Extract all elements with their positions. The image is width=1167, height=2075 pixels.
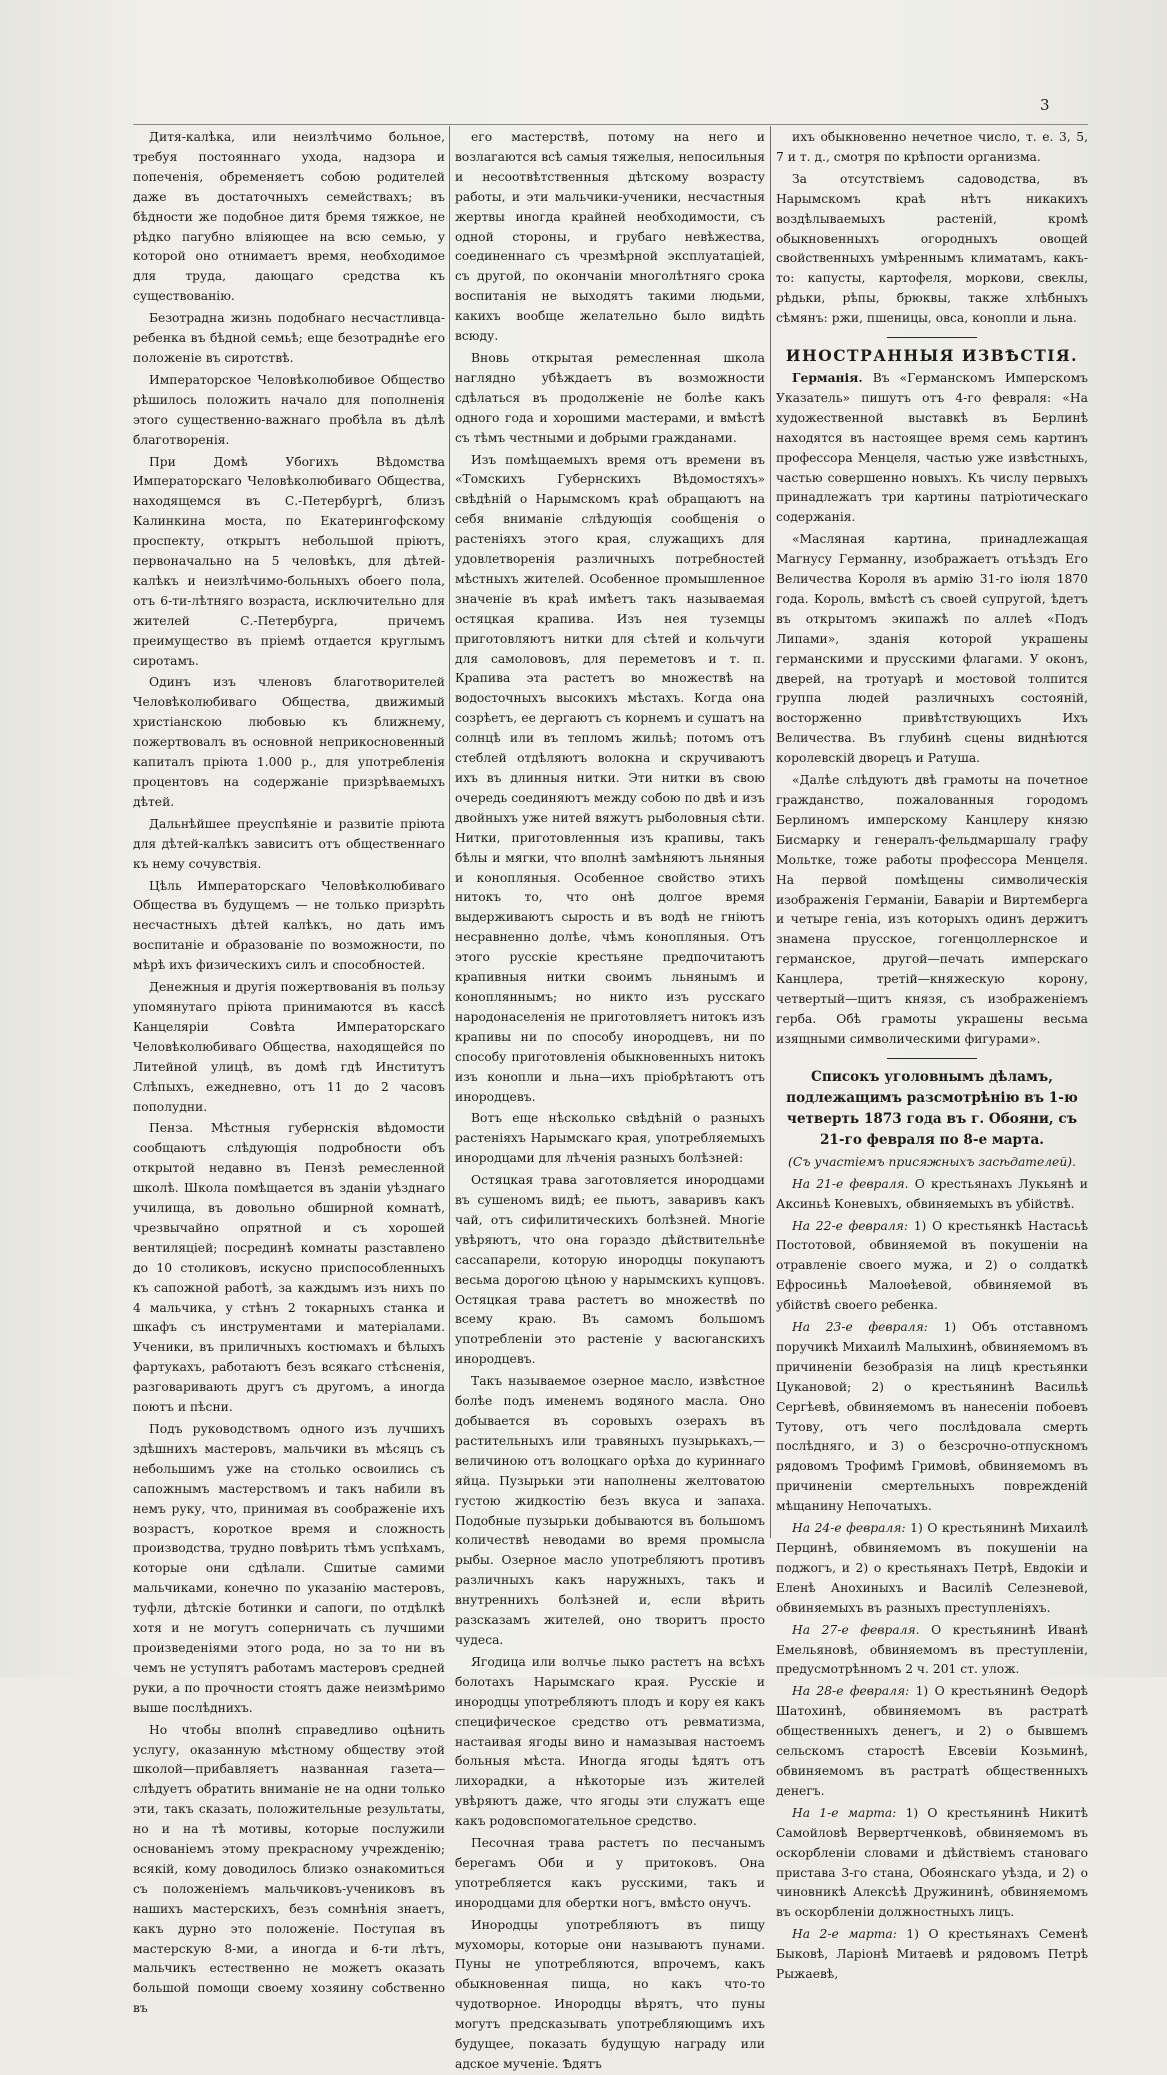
entry-text: О крестьянинѣ Иванѣ Емельяновѣ, обвиняемомъ въ преступленіи, предусмотрѣнномъ 2 ч. 201 ст. улож. bbox=[776, 1622, 1088, 1677]
paragraph: Остяцкая трава заготовляется инородцами въ сушеномъ видѣ; ее пьютъ, заваривъ какъ чай, отъ сифилитическихъ болѣзней. Многіе увѣряютъ, что она гораздо дѣйствительнѣе сассапарели, которую инородцы покупаютъ весьма дорогою цѣною у нарымскихъ купцовъ. Остяцкая трава растетъ во множествѣ по всему краю. Въ самомъ большомъ употребленіи это растеніе у васюганскихъ инородцевъ. bbox=[455, 1173, 765, 1367]
column-1 bbox=[133, 128, 445, 2016]
paragraph: Такъ называемое озерное масло, извѣстное болѣе подъ именемъ водяного масла. Оно добывается въ соровыхъ озерахъ въ растительныхъ или травяныхъ пузырькахъ,—величиною отъ волоцкаго орѣха до куриннаго яйца. Пузырьки эти наполнены желтоватою густою жидкостію безъ вкуса и запаха. Подобные пузырьки добываются въ большомъ количествѣ неводами во время промысла рыбы. Озерное масло употребляютъ противъ различныхъ какъ наружныхъ, такъ и внутреннихъ болѣзней и, если вѣрить разсказамъ жителей, оно творитъ просто чудеса. bbox=[455, 1374, 765, 1647]
paragraph: Безотрадна жизнь подобнаго несчастливца-ребенка въ бѣдной семьѣ; еще безотраднѣе его положеніе въ сиротствѣ. bbox=[133, 311, 445, 365]
paragraph: его мастерствѣ, потому на него и возлагаются всѣ самыя тяжелыя, непосильныя и несоотвѣтственныя дѣтскому возрасту работы, и эти мальчики-ученики, несчастныя жертвы иногда крайней необходимости, съ одной стороны, и грубаго невѣжества, соединеннаго съ чрезмѣрной эксплуатаціей, съ другой, по окончаніи многолѣтняго срока воспитанія не выходятъ такими людьми, какихъ вообще желательно было видѣть всюду. bbox=[455, 130, 765, 344]
section-divider bbox=[887, 337, 977, 338]
list-item bbox=[776, 1682, 1088, 1801]
entry-text: 1) О крестьянкѣ Настасьѣ Постотовой, обвиняемой въ покушеніи на отравленіе своего мужа, и 2) о солдаткѣ Ефросиньѣ Малоѳѣевой, обвиняемой въ убійствѣ своего ребенка. bbox=[776, 1218, 1088, 1313]
column-divider bbox=[770, 126, 771, 1538]
paragraph: Изъ помѣщаемыхъ время отъ времени въ «Томскихъ Губернскихъ Вѣдомостяхъ» свѣдѣній о Нарымскомъ краѣ обращаютъ на себя вниманіе слѣдующія сообщенія о растеніяхъ этого края, служащихъ для удовлетворенія различныхъ потребностей мѣстныхъ жителей. Особенное промышленное значеніе въ краѣ имѣетъ такъ называемая остяцкая крапива. Изъ нея туземцы приготовляютъ нитки для сѣтей и кольчуги для самолововъ, для переметовъ и т. п. Крапива эта растетъ во множествѣ на водосточныхъ высокихъ мѣстахъ. Когда она созрѣетъ, ее дергаютъ съ корнемъ и сушатъ на солнцѣ или въ тепломъ жильѣ; потомъ отъ стеблей отдѣляютъ волокна и скручиваютъ ихъ въ длинныя нитки. Эти нитки въ свою очередь соединяютъ между собою по двѣ и изъ двойныхъ уже нитей вяжутъ рыболовныя сѣти. Нитки, приготовленныя изъ крапивы, такъ бѣлы и мягки, что вполнѣ замѣняютъ льняныя и конопляныя. Особенное свойство этихъ нитокъ то, что онѣ долгое время выдерживаютъ сырость и въ водѣ не гніютъ несравненно долѣе, чѣмъ конопляныя. Отъ этого русскіе крестьяне предпочитаютъ крапивныя нитки своимъ льнянымъ и конопляннымъ; но никто изъ русскаго народонаселенія не приготовляетъ нитокъ изъ крапивы ни по способу инородцевъ, ни по способу приготовленія обыкновенныхъ нитокъ изъ конопли и льна—ихъ пріобрѣтаютъ отъ инородцевъ. bbox=[455, 452, 765, 1104]
list-item bbox=[776, 1519, 1088, 1619]
section-divider bbox=[887, 1058, 977, 1059]
list-item bbox=[776, 1804, 1088, 1923]
entry-date: На 24-е февраля: bbox=[792, 1521, 906, 1536]
entry-text: 1) О крестьянинѣ Михаилѣ Перцинѣ, обвиняемомъ въ покушеніи на поджогъ, и 2) о крестьянахъ Петрѣ, Евдокіи и Еленѣ Анохиныхъ и Василіѣ Селезневой, обвиняемыхъ въ разныхъ преступленіяхъ. bbox=[776, 1521, 1088, 1615]
entry-text: 1) О крестьянинѣ Ѳедорѣ Шатохинѣ, обвиняемомъ въ растратѣ общественныхъ денегъ, и 2) о бывшемъ сельскомъ старостѣ Евсевіи Козьминѣ, обвиняемомъ въ растратѣ общественныхъ денегъ. bbox=[776, 1684, 1088, 1798]
list-item bbox=[776, 1318, 1088, 1517]
paragraph: Одинъ изъ членовъ благотворителей Человѣколюбиваго Общества, движимый христіанскою любовью къ ближнему, пожертвовалъ въ основной неприкосновенный капиталъ пріюта 1.000 р., для употребленія процентовъ на содержаніе призрѣваемыхъ дѣтей. bbox=[133, 675, 445, 809]
paragraph: Вновь открытая ремесленная школа наглядно убѣждаетъ въ возможности сдѣлаться въ продолженіе не болѣе какъ одного года и хорошими мастерами, и вмѣстѣ съ тѣмъ честными и добрыми гражданами. bbox=[455, 350, 765, 445]
paragraph: Вотъ еще нѣсколько свѣдѣній о разныхъ растеніяхъ Нарымскаго края, употребляемыхъ инородцами для лѣченія разныхъ болѣзней: bbox=[455, 1111, 765, 1166]
entry-date: На 1-е марта: bbox=[792, 1805, 897, 1820]
entry-text: 1) О крестьянахъ Семенѣ Быковѣ, Ларіонѣ Митаевѣ и рядовомъ Петрѣ Рыжаевѣ, bbox=[776, 1927, 1088, 1982]
country-lead: Германія. bbox=[792, 369, 863, 385]
list-item bbox=[776, 1621, 1088, 1681]
entry-text: 1) О крестьянинѣ Никитѣ Самойловѣ Вервертченковѣ, обвиняемомъ въ оскорбленіи словами и дѣйствіемъ становаго пристава 3-го стана, Обоянскаго уѣзда, и 2) о чиновникѣ Алексѣѣ Дружининѣ, обвиняемомъ въ оскорбленіи должностныхъ лицъ. bbox=[776, 1805, 1088, 1920]
list-note: (Съ участіемъ присяжныхъ засѣдателей). bbox=[788, 1154, 1076, 1169]
paragraph: Ягодица или волчье лыко растетъ на всѣхъ болотахъ Нарымскаго края. Русскіе и инородцы употребляютъ плодъ и кору ея какъ специфическое средство отъ ревматизма, настаивая ягоды вино и намазывая настоемъ больныя мѣста. Иногда ягоды ѣдятъ отъ лихорадки, а нѣкоторые изъ жителей увѣряютъ даже, что ягоды эти служатъ еще какъ родовспомогательное средство. bbox=[455, 1654, 765, 1829]
paragraph: Инородцы употребляютъ въ пищу мухоморы, которые они называютъ пунами. Пуны не употребляются, впрочемъ, какъ обыкновенная пища, но какъ что-то чудотворное. Инородцы вѣрятъ, что пуны могутъ предсказывать употребляющимъ ихъ будущее, показать будущую награду или адское мученіе. Ѣдятъ bbox=[455, 1917, 765, 2071]
list-item bbox=[776, 1175, 1088, 1215]
paragraph: Но чтобы вполнѣ справедливо оцѣнить услугу, оказанную мѣстному обществу этой школой—прибавляетъ названная газета—слѣдуетъ обратить вниманіе не на одни только эти, такъ сказать, положительные результаты, но и на тѣ мотивы, которые послужили основаніемъ этому прекрасному учрежденію; всякій, кому доводилось близко ознакомиться съ положеніемъ мальчиковъ-учениковъ въ нашихъ мастерскихъ, безъ сомнѣнія знаетъ, какъ дурно это положеніе. Поступая въ мастерскую 8-ми, а иногда и 6-ти лѣтъ, мальчикъ естественно не можетъ оказать большой помощи своему хозяину собственно въ bbox=[133, 1722, 445, 2016]
entry-date: На 21-е февраля. bbox=[792, 1176, 909, 1191]
paragraph: Пенза. Мѣстныя губернскія вѣдомости сообщаютъ слѣдующія подробности объ открытой недавно въ Пензѣ ремесленной школѣ. Школа помѣщается въ зданіи уѣзднаго училища, въ довольно обширной комнатѣ, чрезвычайно опрятной и съ хорошей вентиляціей; посрединѣ комнаты разставлено до 10 столиковъ, искусно приспособленныхъ къ сапожной работѣ, за каждымъ изъ нихъ по 4 мальчика, у стѣнъ 2 токарныхъ станка и шкафъ съ инструментами и матеріалами. Ученики, въ приличныхъ костюмахъ и бѣлыхъ фартукахъ, работаютъ безъ всякаго стѣсненія, разговаривають другъ съ другомъ, а иногда поютъ и пѣсни. bbox=[133, 1121, 445, 1415]
paragraph: Дитя-калѣка, или неизлѣчимо больное, требуя постояннаго ухода, надзора и попеченія, обременяетъ собою родителей даже въ достаточныхъ семействахъ; въ бѣдности же подобное дитя бремя тяжкое, не рѣдко пагубно вліяющее на всю семью, у которой оно отнимаетъ время, необходимое для труда, дающаго средства къ существованію. bbox=[133, 130, 445, 304]
paragraph bbox=[776, 368, 1088, 528]
paragraph: «Далѣе слѣдуютъ двѣ грамоты на почетное гражданство, пожалованныя городомъ Берлиномъ имперскому Канцлеру князю Бисмарку и генералъ-фельдмаршалу графу Мольтке, тоже работы профессора Менцеля. На первой помѣщены символическія изображенія Германіи, Баваріи и Виртемберга и четыре геніа, изъ которыхъ одинъ держитъ знамена прусское, гогенцоллернское и германское, другой—печать имперскаго Канцлера, третій—княжескую корону, четвертый—щитъ князя, съ изображеніемъ герба. Обѣ грамоты украшены весьма изящными символическими фигурами». bbox=[776, 773, 1088, 1046]
page-number: 3 bbox=[1040, 96, 1051, 114]
list-heading: Списокъ уголовнымъ дѣламъ, подлежащимъ разсмотрѣнію въ 1-ю четверть 1873 года въ г. Обояни, съ 21-го февраля по 8-е марта. bbox=[786, 1068, 1078, 1148]
list-item bbox=[776, 1925, 1088, 1985]
entry-text: 1) Объ отставномъ поручикѣ Михаилѣ Малыхинѣ, обвиняемомъ въ причиненіи безобразія на лицѣ крестьянки Цукановой; 2) о крестьянинѣ Васильѣ Сергѣевѣ, обвиняемомъ въ нанесеніи побоевъ Тутову, отъ чего послѣдовала смерть послѣдняго, и 3) о безсрочно-отпускномъ рядовомъ Трофимѣ Гримовѣ, обвиняемомъ въ причиненіи смертельныхъ поврежденій мѣщанину Непочатыхъ. bbox=[776, 1320, 1088, 1514]
paragraph: Императорское Человѣколюбивое Общество рѣшилось положить начало для пополненія этого существенно-важнаго пробѣла въ дѣлѣ благотворенія. bbox=[133, 372, 445, 447]
paragraph: Песочная трава растетъ по песчанымъ берегамъ Оби и у притоковъ. Она употребляется какъ русскими, такъ и инородцами для обертки ногъ, вмѣсто онучъ. bbox=[455, 1836, 765, 1910]
paragraph: При Домѣ Убогихъ Вѣдомства Императорскаго Человѣколюбиваго Общества, находящемся въ С.-Петербургѣ, близъ Калинкина моста, по Екатерингофскому проспекту, открытъ небольшой пріютъ, первоначально на 5 человѣкъ, для дѣтей-калѣкъ и неизлѣчимо-больныхъ обоего пола, отъ 6-ти-лѣтняго возраста, исключительно для жителей С.-Петербурга, причемъ преимущество въ пріемѣ отдается круглымъ сиротамъ. bbox=[133, 454, 445, 668]
column-divider bbox=[449, 126, 450, 1538]
list-item bbox=[776, 1217, 1088, 1317]
entry-date: На 2-е марта: bbox=[792, 1927, 897, 1942]
paragraph: ихъ обыкновенно нечетное число, т. е. 3, 5, 7 и т. д., смотря по крѣпости организма. bbox=[776, 130, 1088, 164]
paragraph-text: Въ «Германскомъ Имперскомъ Указатель» пишутъ отъ 4-го февраля: «На художественной выставкѣ въ Берлинѣ находятся въ настоящее время семь картинъ профессора Менцеля, частью уже извѣстныхъ, частью совершенно новыхъ. Къ числу первыхъ принадлежатъ три картины патріотическаго содержанія. bbox=[776, 370, 1088, 525]
entry-text: О крестьянахъ Лукьянѣ и Аксиньѣ Коневыхъ, обвиняемыхъ въ убійствѣ. bbox=[776, 1176, 1088, 1211]
column-2 bbox=[455, 128, 765, 2071]
entry-date: На 28-е февраля: bbox=[792, 1684, 910, 1699]
entry-date: На 27-е февраля. bbox=[792, 1622, 920, 1637]
paragraph: Подъ руководствомъ одного изъ лучшихъ здѣшнихъ мастеровъ, мальчики въ мѣсяцъ съ небольшимъ уже на столько освоились съ сапожнымъ мастерствомъ и такъ набили въ немъ руку, что, принимая въ соображеніе ихъ возрастъ, короткое время и сложность производства, трудно повѣрить тѣмъ успѣхамъ, которые они сдѣлали. Сшитые самими мальчиками, конечно по указанію мастеровъ, туфли, дѣтскіе ботинки и сапоги, по отдѣлкѣ хотя и не могутъ соперничать съ лучшими произведеніями этого рода, но за то ни въ чемъ не уступятъ работамъ мастеровъ средней руки, а по прочности стоятъ даже неизмѣримо выше послѣднихъ. bbox=[133, 1422, 445, 1715]
paragraph: За отсутствіемъ садоводства, въ Нарымскомъ краѣ нѣтъ никакихъ воздѣлываемыхъ растеній, кромѣ обыкновенныхъ огородныхъ овощей свойственныхъ умѣреннымъ климатамъ, какъ-то: капусты, картофеля, моркови, свеклы, рѣдьки, рѣпы, брюквы, также хлѣбныхъ сѣмянъ: ржи, пшеницы, овса, конопли и льна. bbox=[776, 171, 1088, 326]
entry-date: На 22-е февраля: bbox=[792, 1218, 908, 1233]
column-3 bbox=[776, 128, 1088, 1982]
entry-date: На 23-е февраля: bbox=[792, 1320, 928, 1335]
paragraph: Дальнѣйшее преуспѣяніе и развитіе пріюта для дѣтей-калѣкъ зависитъ отъ общественнаго къ нему сочувствія. bbox=[133, 816, 445, 871]
paragraph: «Масляная картина, принадлежащая Магнусу Германну, изображаетъ отъѣздъ Его Величества Короля въ армію 31-го іюля 1870 года. Король, вмѣстѣ съ своей супругой, ѣдетъ въ открытомъ экипажѣ по аллеѣ «Подъ Липами», зданія которой украшены германскими и прусскими флагами. У оконъ, дверей, на тротуарѣ и мостовой толпится группа людей различныхъ состояній, восторженно привѣтствующихъ Ихъ Величества. Въ глубинѣ сцены виднѣются королевскій дворецъ и Ратуша. bbox=[776, 532, 1088, 766]
section-title: ИНОСТРАННЫЯ ИЗВѢСТІЯ. bbox=[785, 346, 1079, 366]
paragraph: Денежныя и другія пожертвованія въ пользу упомянутаго пріюта принимаются въ кассѣ Канцеляріи Совѣта Императорскаго Человѣколюбиваго Общества, находящейся по Литейной улицѣ, въ домѣ гдѣ Институтъ Слѣпыхъ, ежедневно, отъ 11 до 2 часовъ пополудни. bbox=[133, 980, 445, 1114]
header-rule bbox=[133, 124, 1088, 125]
paragraph: Цѣль Императорскаго Человѣколюбиваго Общества въ будущемъ — не только призрѣть несчастныхъ дѣтей калѣкъ, но дать имъ воспитаніе и образованіе по возможности, по мѣрѣ ихъ физическихъ силъ и способностей. bbox=[133, 878, 445, 973]
